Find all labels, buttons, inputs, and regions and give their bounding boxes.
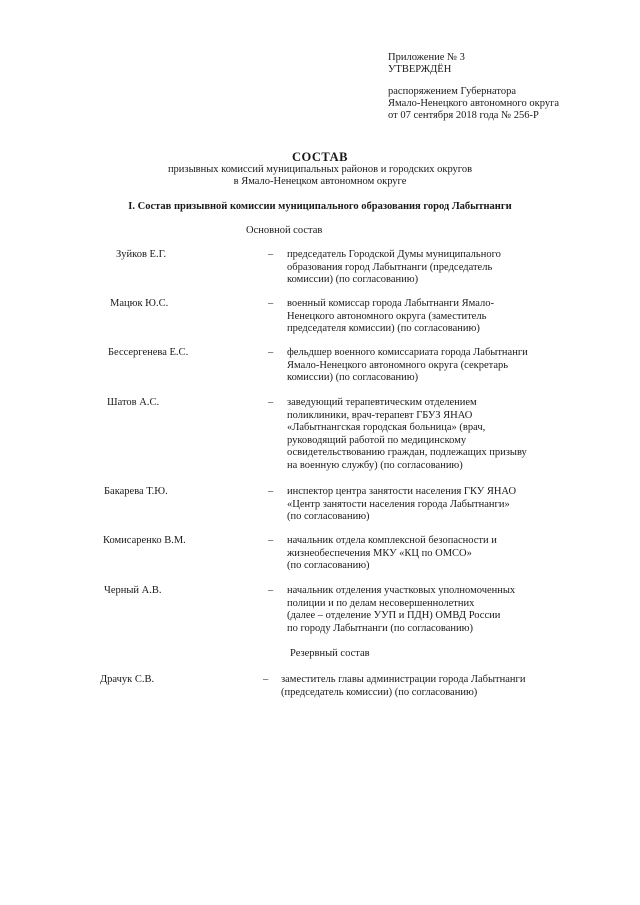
document-subtitle	[0, 164, 640, 188]
document-title: СОСТАВ	[291, 150, 348, 164]
appendix-block	[388, 52, 465, 76]
member-dash: –	[268, 298, 274, 309]
member-dash: –	[268, 486, 274, 497]
member-role: заведующий терапевтическим отделением поликлиники, врач-терапевт ГБУЗ ЯНАО «Лабытнангская городская больница» (врач, руководящий работой по медицинскому освидетельствованию граждан, подлежащих призыву на военную службу) (по согласованию)	[287, 397, 527, 471]
member-role: заместитель главы администрации города Лабытнанги (председатель комиссии) (по согласованию)	[281, 674, 526, 698]
approval-block	[388, 86, 559, 122]
member-name: Драчук С.В.	[100, 674, 155, 685]
member-name: Бакарева Т.Ю.	[104, 486, 168, 497]
subtitle-line: в Ямало-Ненецком автономном округе	[233, 176, 407, 187]
member-dash: –	[263, 674, 269, 685]
member-name: Зуйков Е.Г.	[116, 249, 167, 260]
main-composition-label: Основной состав	[246, 225, 323, 236]
member-role: инспектор центра занятости населения ГКУ ЯНАО «Центр занятости населения города Лабытнанги» (по согласованию)	[287, 486, 517, 523]
member-name: Черный А.В.	[104, 585, 162, 596]
member-name: Комисаренко В.М.	[103, 535, 186, 546]
appendix-label: Приложение № 3	[388, 52, 465, 63]
member-role: председатель Городской Думы муниципального образования город Лабытнанги (председатель комиссии) (по согласованию)	[287, 249, 501, 286]
member-dash: –	[268, 535, 274, 546]
member-dash: –	[268, 249, 274, 260]
member-dash: –	[268, 347, 274, 358]
approval-line: Ямало-Ненецкого автономного округа	[388, 98, 560, 109]
member-dash: –	[268, 585, 274, 596]
member-name: Шатов А.С.	[107, 397, 160, 408]
approval-line: распоряжением Губернатора	[388, 86, 516, 97]
member-role: фельдшер военного комиссариата города Лабытнанги Ямало-Ненецкого автономного округа (секретарь комиссии) (по согласованию)	[287, 347, 528, 384]
section-heading: I. Состав призывной комиссии муниципального образования город Лабытнанги	[128, 201, 512, 212]
member-name: Мацюк Ю.С.	[110, 298, 169, 309]
subtitle-line: призывных комиссий муниципальных районов и городских округов	[167, 164, 473, 175]
member-role: военный комиссар города Лабытнанги Ямало- Ненецкого автономного округа (заместитель председателя комиссии) (по согласованию)	[287, 298, 494, 335]
member-name: Бессергенева Е.С.	[108, 347, 189, 358]
approved-label: УТВЕРЖДЁН	[388, 64, 452, 75]
member-role: начальник отдела комплексной безопасности и жизнеобеспечения МКУ «КЦ по ОМСО» (по согласованию)	[287, 535, 497, 572]
approval-line: от 07 сентября 2018 года № 256-Р	[388, 110, 539, 121]
member-dash: –	[268, 397, 274, 408]
member-role: начальник отделения участковых уполномоченных полиции и по делам несовершеннолетних (далее – отделение УУП и ПДН) ОМВД России по городу Лабытнанги (по согласованию)	[287, 585, 516, 634]
reserve-composition-label: Резервный состав	[290, 648, 370, 659]
